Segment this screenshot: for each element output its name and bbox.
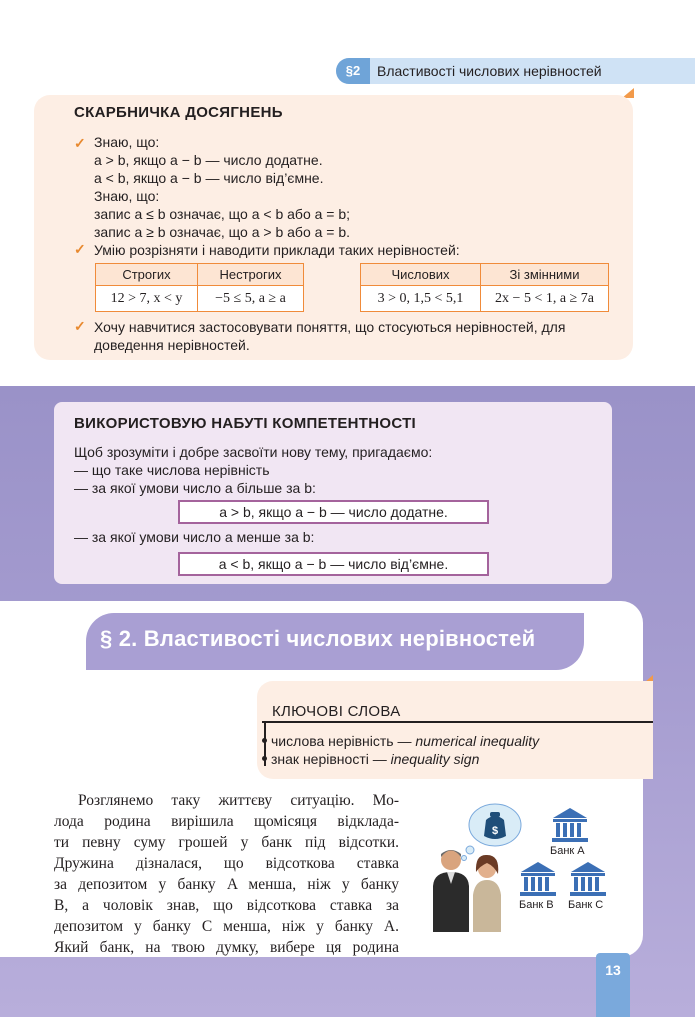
- page-number: 13: [596, 953, 630, 1017]
- ach-line: запис a ≤ b означає, що a < b або a = b;: [94, 206, 351, 222]
- ach-line: запис a ≥ b означає, що a > b або a = b.: [94, 224, 351, 240]
- story-line: Дружина дізналася, що відсоткова ставка: [54, 855, 399, 872]
- section-header-title: Властивості числових нерівностей: [377, 63, 602, 79]
- story-line: B, а чоловік знав, що відсоткова ставка за: [54, 897, 399, 914]
- story-line: за депозитом у банку A менша, ніж у банку: [54, 876, 399, 893]
- table-cell: 3 > 0, 1,5 < 5,1: [361, 286, 481, 312]
- story-line: Розглянемо таку життєву ситуацію. Мо-: [78, 792, 399, 809]
- ach-line: Знаю, що:: [94, 188, 160, 204]
- bank-b-icon: [520, 862, 556, 896]
- ach-line: a < b, якщо a − b — число від’ємне.: [94, 170, 324, 186]
- definition-box: a > b, якщо a − b — число додатне.: [178, 500, 489, 524]
- competence-item: — за якої умови число a більше за b:: [74, 480, 316, 496]
- keyword-en: numerical inequality: [415, 733, 540, 749]
- check-icon: ✓: [74, 241, 86, 257]
- achievements-title: СКАРБНИЧКА ДОСЯГНЕНЬ: [74, 104, 283, 121]
- story-line: депозитом у банку C менша, ніж у банку A.: [54, 918, 399, 935]
- bank-c-label: Банк С: [568, 899, 604, 911]
- dollar-sign: $: [491, 825, 499, 837]
- competence-box: [54, 402, 612, 584]
- story-text: [54, 790, 399, 958]
- bullet-icon: [262, 738, 267, 743]
- woman-figure: [473, 855, 501, 932]
- bullet-icon: [262, 756, 267, 761]
- competence-intro: Щоб зрозуміти і добре засвоїти нову тему, пригадаємо:: [74, 444, 433, 460]
- keyword-en: inequality sign: [390, 751, 480, 767]
- section-heading: § 2. Властивості числових нерівностей: [100, 626, 536, 651]
- table-header: Строгих: [96, 264, 198, 286]
- check-icon: ✓: [74, 318, 86, 334]
- table-cell: −5 ≤ 5, a ≥ a: [198, 286, 304, 312]
- ach-goal-line: доведення нерівностей.: [94, 337, 250, 353]
- keyword-uk: числова нерівність —: [271, 733, 416, 749]
- table-cell: 12 > 7, x < y: [96, 286, 198, 312]
- competence-item: — за якої умови число a менше за b:: [74, 529, 315, 545]
- table-header: Зі змінними: [481, 264, 609, 286]
- keywords-title: КЛЮЧОВІ СЛОВА: [272, 703, 401, 720]
- check-icon: ✓: [74, 135, 86, 151]
- competence-title: ВИКОРИСТОВУЮ НАБУТІ КОМПЕТЕНТНОСТІ: [74, 415, 417, 432]
- keyword-item: [271, 733, 539, 749]
- bank-b-label: Банк В: [519, 899, 554, 911]
- table-header: Числових: [361, 264, 481, 286]
- ach-goal-line: Хочу навчитися застосовувати поняття, що стосуються нерівностей, для: [94, 319, 566, 335]
- story-line: лода родина вирішила щомісяця відклада-: [54, 813, 399, 830]
- strict-nonstrict-table: [95, 263, 304, 312]
- bank-a-icon: [552, 808, 588, 842]
- story-line: ти певну суму грошей у банк під відсотки.: [54, 834, 399, 851]
- couple-banks-illustration: [420, 800, 620, 935]
- bank-a-label: Банк А: [550, 845, 585, 857]
- story-line: Який банк, на твою думку, вибере ця родина: [54, 939, 399, 956]
- keywords-divider: [262, 721, 653, 723]
- keyword-item: [271, 751, 479, 767]
- ach-line: Умію розрізняти і наводити приклади таких нерівностей:: [94, 242, 460, 258]
- table-header: Нестрогих: [198, 264, 304, 286]
- ach-line: Знаю, що:: [94, 134, 160, 150]
- man-figure: [433, 850, 469, 932]
- definition-box: a < b, якщо a − b — число від’ємне.: [178, 552, 489, 576]
- table-cell: 2x − 5 < 1, a ≥ 7a: [481, 286, 609, 312]
- competence-item: — що таке числова нерівність: [74, 462, 270, 478]
- achievements-box: [34, 95, 633, 360]
- section-number-badge: §2: [336, 58, 370, 84]
- bank-c-icon: [570, 862, 606, 896]
- keyword-uk: знак нерівності —: [271, 751, 391, 767]
- numeric-variable-table: [360, 263, 609, 312]
- ach-line: a > b, якщо a − b — число додатне.: [94, 152, 323, 168]
